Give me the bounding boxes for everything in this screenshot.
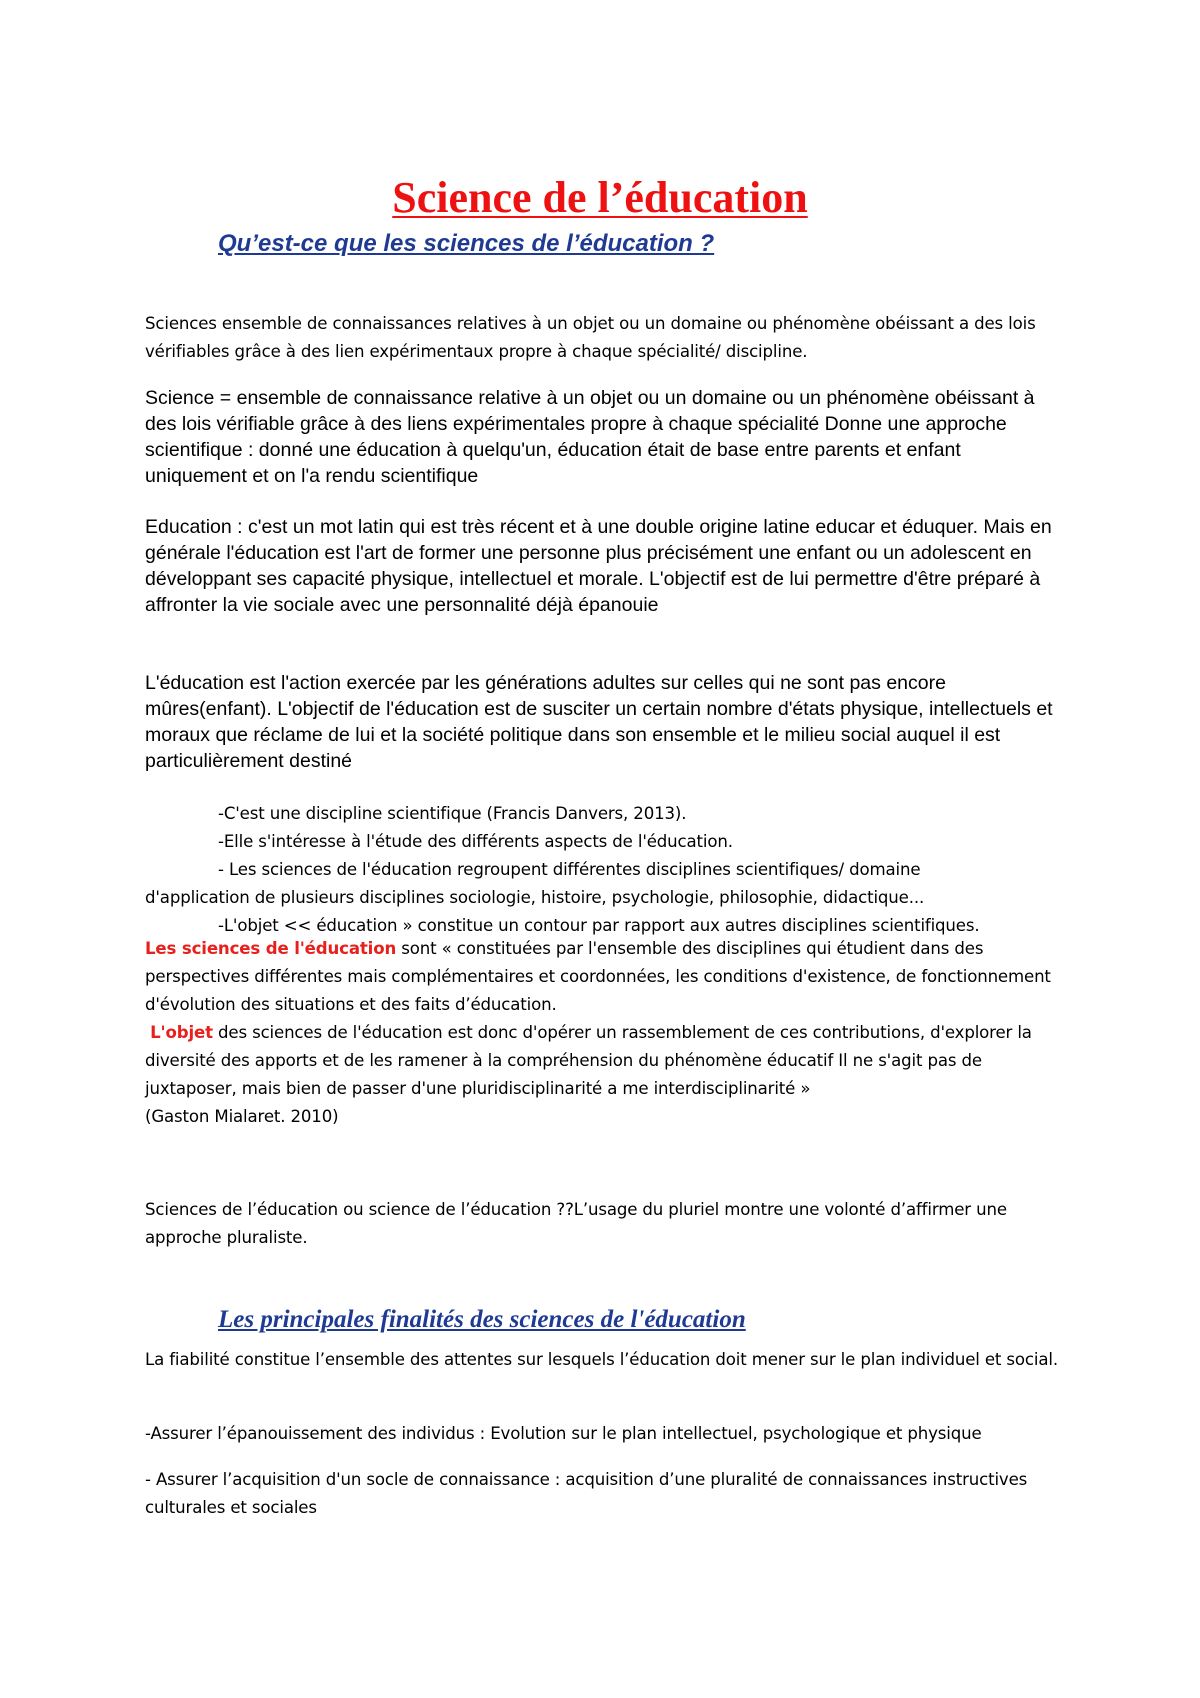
list-item: -L'objet << éducation » constitue un contour par rapport aux autres disciplines scientifiques. xyxy=(218,916,980,935)
paragraph-intro: Sciences ensemble de connaissances relatives à un objet ou un domaine ou phénomène obéissant a des lois vérifiables grâce à des lien expérimentaux propre à chaque spécialité/ discipline. xyxy=(145,314,1036,361)
paragraph-epanouissement: -Assurer l’épanouissement des individus : Evolution sur le plan intellectuel, psychologique et physique xyxy=(145,1424,982,1443)
list-item-continuation: d'application de plusieurs disciplines sociologie, histoire, psychologie, philosophie, didactique... xyxy=(145,888,925,907)
list-item: -C'est une discipline scientifique (Francis Danvers, 2013). xyxy=(218,804,687,823)
paragraph-action: L'éducation est l'action exercée par les générations adultes sur celles qui ne sont pas encore mûres(enfant). L'objectif de l'éducation est de susciter un certain nombre d'états physique, intellectuels et moraux que réclame de lui et la société politique dans son ensemble et le milieu social auquel il est particulièrement destiné xyxy=(145,672,1053,772)
definition-paragraph-1 xyxy=(145,935,1065,1019)
definition-lead: Les sciences de l'éducation xyxy=(145,939,397,958)
paragraph-pluriel: Sciences de l’éducation ou science de l’éducation ??L’usage du pluriel montre une volonté d’affirmer une approche pluraliste. xyxy=(145,1200,1007,1247)
definition-paragraph-2 xyxy=(145,1019,1065,1103)
definition-block xyxy=(145,935,1065,1131)
paragraph-science: Science = ensemble de connaissance relative à un objet ou un domaine ou un phénomène obéissant à des lois vérifiable grâce à des liens expérimentales propre à chaque spécialité Donne une approche scientifique : donné une éducation à quelqu'un, éducation était de base entre parents et enfant uniquement et on l'a rendu scientifique xyxy=(145,387,1035,487)
paragraph-acquisition: - Assurer l’acquisition d'un socle de connaissance : acquisition d’une pluralité de connaissances instructives culturales et sociales xyxy=(145,1470,1028,1517)
list-item: -Elle s'intéresse à l'étude des différents aspects de l'éducation. xyxy=(218,832,733,851)
citation: (Gaston Mialaret. 2010) xyxy=(145,1107,339,1126)
bullet-list xyxy=(145,800,1065,940)
section-heading-finalites: Les principales finalités des sciences de l'éducation xyxy=(218,1306,746,1333)
paragraph-fiabilite: La fiabilité constitue l’ensemble des attentes sur lesquels l’éducation doit mener sur le plan individuel et social. xyxy=(145,1350,1058,1369)
list-item: - Les sciences de l'éducation regroupent différentes disciplines scientifiques/ domaine xyxy=(218,860,921,879)
section-heading-definition: Qu’est-ce que les sciences de l’éducation ? xyxy=(218,230,715,257)
definition-text: des sciences de l'éducation est donc d'opérer un rassemblement de ces contributions, d'explorer la diversité des apports et de les ramener à la compréhension du phénomène éducatif Il ne s'agit pas de juxtaposer, mais bien de passer d'une pluridisciplinarité a me interdisciplinarité » xyxy=(145,1023,1032,1098)
definition-lead: L'objet xyxy=(150,1023,213,1042)
document-title: Science de l’éducation xyxy=(392,173,808,222)
definition-text: sont « constituées par l'ensemble des disciplines qui étudient dans des perspectives différentes mais complémentaires et coordonnées, les conditions d'existence, de fonctionnement d'évolution des situations et des faits d’éducation. xyxy=(145,939,1051,1014)
paragraph-education: Education : c'est un mot latin qui est très récent et à une double origine latine educar et éduquer. Mais en générale l'éducation est l'art de former une personne plus précisément une enfant ou un adolescent en développant ses capacité physique, intellectuel et morale. L'objectif est de lui permettre d'être préparé à affronter la vie sociale avec une personnalité déjà épanouie xyxy=(145,516,1052,616)
